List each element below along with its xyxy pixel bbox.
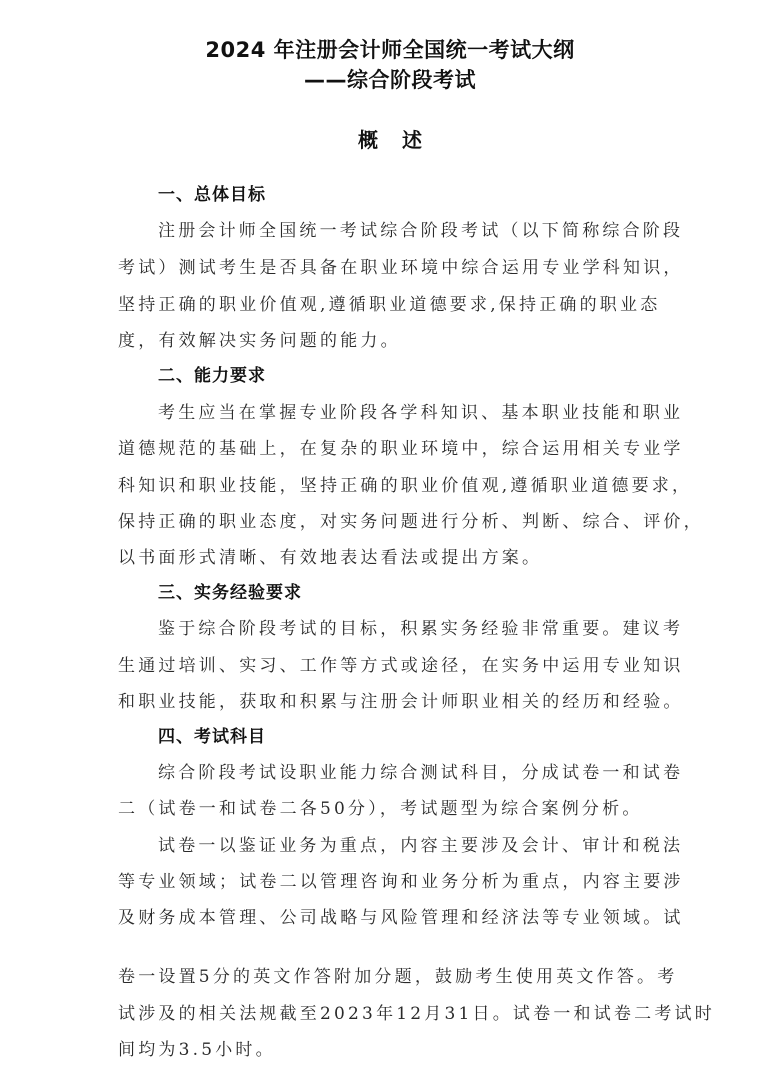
paragraph-line: 科知识和职业技能，坚持正确的职业价值观,遵循职业道德要求， <box>118 476 693 496</box>
section-heading-exam-subjects: 四、考试科目 <box>158 727 266 747</box>
paragraph-line: 以书面形式清晰、有效地表达看法或提出方案。 <box>118 548 543 568</box>
paragraph-line: 卷一设置5分的英文作答附加分题，鼓励考生使用英文作答。考 <box>118 967 678 987</box>
paragraph-line: 试卷一以鉴证业务为重点，内容主要涉及会计、审计和税法 <box>158 836 684 856</box>
paragraph-line: 二（试卷一和试卷二各50分），考试题型为综合案例分析。 <box>118 799 643 819</box>
paragraph-line: 道德规范的基础上，在复杂的职业环境中，综合运用相关专业学 <box>118 439 684 459</box>
document-title: 2024 年注册会计师全国统一考试大纲 <box>205 38 575 62</box>
paragraph-line: 间均为3.5小时。 <box>118 1040 276 1060</box>
overview-char: 述 <box>402 128 422 152</box>
section-heading-practical-experience: 三、实务经验要求 <box>158 583 302 603</box>
paragraph-line: 试涉及的相关法规截至2023年12月31日。试卷一和试卷二考试时 <box>118 1004 715 1024</box>
paragraph-line: 坚持正确的职业价值观,遵循职业道德要求,保持正确的职业态 <box>118 295 661 315</box>
paragraph-line: 度，有效解决实务问题的能力。 <box>118 331 401 351</box>
paragraph-line: 生通过培训、实习、工作等方式或途径，在实务中运用专业知识 <box>118 656 684 676</box>
overview-heading <box>0 124 780 153</box>
paragraph-line: 考试）测试考生是否具备在职业环境中综合运用专业学科知识， <box>118 258 684 278</box>
paragraph-line: 保持正确的职业态度，对实务问题进行分析、判断、综合、评价， <box>118 512 704 532</box>
paragraph-line: 综合阶段考试设职业能力综合测试科目，分成试卷一和试卷 <box>158 763 684 783</box>
paragraph-line: 考生应当在掌握专业阶段各学科知识、基本职业技能和职业 <box>158 403 684 423</box>
paragraph-line: 等专业领域；试卷二以管理咨询和业务分析为重点，内容主要涉 <box>118 872 684 892</box>
document-subtitle: ——综合阶段考试 <box>304 68 476 92</box>
paragraph-line: 和职业技能，获取和积累与注册会计师职业相关的经历和经验。 <box>118 692 684 712</box>
overview-char: 概 <box>358 128 378 152</box>
section-heading-overall-goal: 一、总体目标 <box>158 185 266 205</box>
paragraph-line: 注册会计师全国统一考试综合阶段考试（以下简称综合阶段 <box>158 221 684 241</box>
paragraph-line: 及财务成本管理、公司战略与风险管理和经济法等专业领域。试 <box>118 908 684 928</box>
section-heading-ability-requirements: 二、能力要求 <box>158 366 266 386</box>
paragraph-line: 鉴于综合阶段考试的目标，积累实务经验非常重要。建议考 <box>158 619 684 639</box>
